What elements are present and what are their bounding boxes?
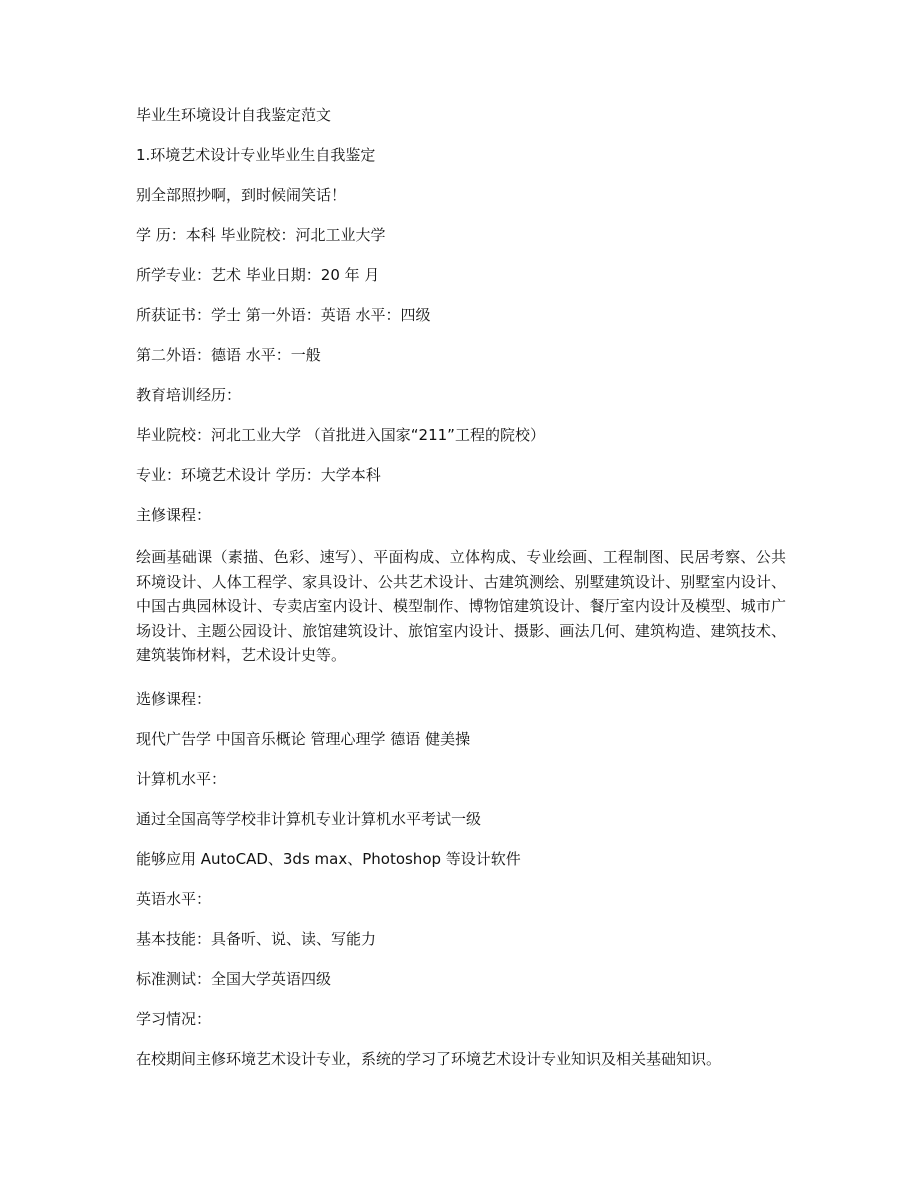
school-line: 毕业院校：河北工业大学 （首批进入国家“211”工程的院校） [136, 426, 545, 444]
english-test-line: 标准测试：全国大学英语四级 [136, 969, 332, 988]
english-skills-line: 基本技能：具备听、说、读、写能力 [136, 929, 377, 948]
english-header: 英语水平： [136, 889, 212, 908]
document-title: 毕业生环境设计自我鉴定范文 [136, 106, 332, 124]
elective-courses-line: 现代广告学 中国音乐概论 管理心理学 德语 健美操 [136, 729, 471, 748]
main-courses-header: 主修课程： [136, 506, 212, 524]
computer-level-line: 通过全国高等学校非计算机专业计算机水平考试一级 [136, 809, 482, 828]
second-language-line: 第二外语：德语 水平：一般 [136, 346, 321, 364]
certificate-line: 所获证书：学士 第一外语：英语 水平：四级 [136, 306, 431, 324]
study-text: 在校期间主修环境艺术设计专业，系统的学习了环境艺术设计专业知识及相关基础知识。 [136, 1049, 722, 1068]
computer-header: 计算机水平： [136, 769, 227, 788]
software-line: 能够应用 AutoCAD、3ds max、Photoshop 等设计软件 [136, 849, 521, 868]
major-degree-line: 专业：环境艺术设计 学历：大学本科 [136, 466, 381, 484]
document-body [136, 105, 786, 1089]
section-heading: 1.环境艺术设计专业毕业生自我鉴定 [136, 146, 376, 164]
main-courses-text: 绘画基础课（素描、色彩、速写）、平面构成、立体构成、专业绘画、工程制图、民居考察、公共环境设计、人体工程学、家具设计、公共艺术设计、古建筑测绘、别墅建筑设计、别墅室内设计、中国古典园林设计、专卖店室内设计、模型制作、博物馆建筑设计、餐厅室内设计及模型、城市广场设计、主题公园设计、旅馆建筑设计、旅馆室内设计、摄影、画法几何、建筑构造、建筑技术、建筑装饰材料，艺术设计史等。 [136, 548, 786, 664]
education-level-line: 学 历：本科 毕业院校：河北工业大学 [136, 226, 386, 244]
elective-header: 选修课程： [136, 689, 212, 708]
major-date-line: 所学专业：艺术 毕业日期：20 年 月 [136, 266, 380, 284]
note-line: 别全部照抄啊，到时候闹笑话！ [136, 186, 347, 204]
education-header: 教育培训经历： [136, 386, 242, 404]
study-header: 学习情况： [136, 1009, 212, 1028]
